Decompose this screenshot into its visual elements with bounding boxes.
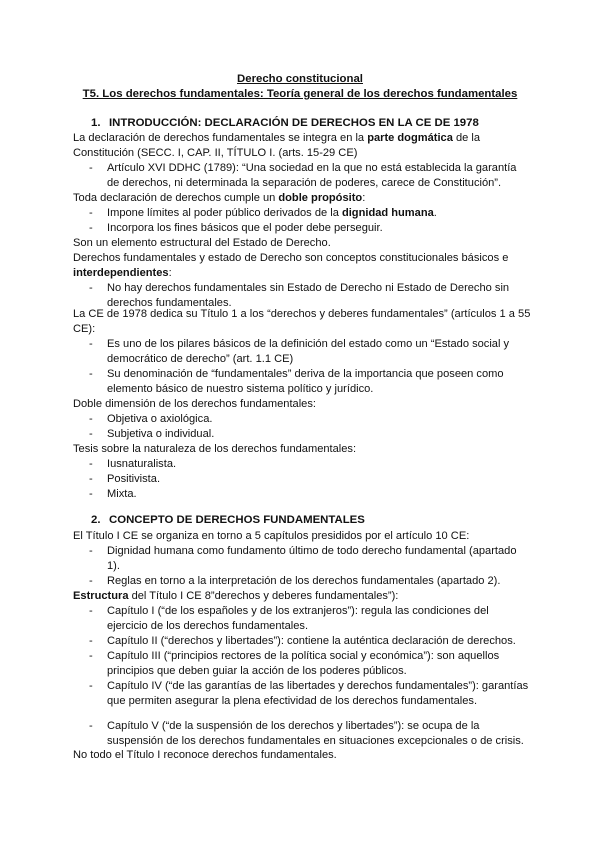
bullet-dash: - bbox=[89, 635, 93, 647]
section-number: 1. bbox=[91, 117, 101, 129]
paragraph: Tesis sobre la naturaleza de los derechos fundamentales: bbox=[73, 443, 357, 455]
paragraph: Toda declaración de derechos cumple un doble propósito: bbox=[73, 192, 366, 204]
section-2-heading bbox=[91, 513, 365, 528]
paragraph: Estructura del Título I CE 8”derechos y deberes fundamentales”): bbox=[73, 590, 399, 602]
section-number: 2. bbox=[91, 514, 101, 526]
bullet-dash: - bbox=[89, 680, 93, 692]
list-item: - Incorpora los fines básicos que el poder debe perseguir. bbox=[89, 222, 383, 234]
list-item: - Capítulo III (“principios rectores de la política social y económica”): son aquellos principios que deben guiar la acción de los poderes públicos. bbox=[89, 650, 500, 677]
bullet-dash: - bbox=[89, 605, 93, 617]
list-item: - Artículo XVI DDHC (1789): “Una sociedad en la que no está establecida la garantía de derechos, ni determinada la separación de poderes, carece de Constitución”. bbox=[89, 162, 517, 189]
paragraph: Derechos fundamentales y estado de Derecho son conceptos constitucionales básicos e interdependientes: bbox=[73, 252, 509, 279]
emphasis: parte dogmática bbox=[367, 132, 453, 144]
bullet-dash: - bbox=[89, 413, 93, 425]
list-item: - Objetiva o axiológica. bbox=[89, 413, 213, 425]
list-item: - No hay derechos fundamentales sin Estado de Derecho ni Estado de Derecho sin derechos fundamentales. bbox=[89, 282, 510, 309]
bullet-dash: - bbox=[89, 720, 93, 732]
bullet-dash: - bbox=[89, 428, 93, 440]
paragraph: La CE de 1978 dedica su Título 1 a los “derechos y deberes fundamentales” (artículos 1 a 55 CE): bbox=[73, 308, 531, 335]
bullet-dash: - bbox=[89, 575, 93, 587]
list-item: - Reglas en torno a la interpretación de los derechos fundamentales (apartado 2). bbox=[89, 575, 501, 587]
bullet-dash: - bbox=[89, 162, 93, 174]
emphasis: dignidad humana bbox=[341, 207, 434, 219]
list-item: - Capítulo I (“de los españoles y de los extranjeros”): regula las condiciones del ejercicio de los derechos fundamentales. bbox=[89, 605, 489, 632]
paragraph: Son un elemento estructural del Estado de Derecho. bbox=[73, 237, 331, 249]
bullet-dash: - bbox=[89, 368, 93, 380]
bullet-dash: - bbox=[89, 650, 93, 662]
emphasis: interdependientes bbox=[73, 267, 169, 279]
bullet-dash: - bbox=[89, 473, 93, 485]
bullet-dash: - bbox=[89, 488, 93, 500]
list-item: - Iusnaturalista. bbox=[89, 458, 177, 470]
list-item: - Positivista. bbox=[89, 473, 161, 485]
topic-title: T5. Los derechos fundamentales: Teoría general de los derechos fundamentales bbox=[82, 88, 518, 100]
bullet-dash: - bbox=[89, 338, 93, 350]
list-item: - Impone límites al poder público derivados de la dignidad humana. bbox=[89, 207, 437, 219]
bullet-dash: - bbox=[89, 545, 93, 557]
bullet-dash: - bbox=[89, 458, 93, 470]
section-title: INTRODUCCIÓN: DECLARACIÓN DE DERECHOS EN LA CE DE 1978 bbox=[109, 117, 479, 129]
emphasis: doble propósito bbox=[278, 192, 363, 204]
emphasis: Estructura bbox=[73, 590, 129, 602]
course-title: Derecho constitucional bbox=[237, 73, 363, 85]
list-item: - Capítulo II (“derechos y libertades”): contiene la auténtica declaración de derechos. bbox=[89, 635, 516, 647]
list-item: - Capítulo V (“de la suspensión de los derechos y libertades”): se ocupa de la suspensión de los derechos fundamentales en situaciones excepcionales o de crisis. bbox=[89, 720, 524, 747]
section-1-heading bbox=[91, 116, 479, 131]
list-item: - Subjetiva o individual. bbox=[89, 428, 215, 440]
list-item: - Es uno de los pilares básicos de la definición del estado como un “Estado social y democrático de derecho” (art. 1.1 CE) bbox=[89, 338, 510, 365]
bullet-dash: - bbox=[89, 207, 93, 219]
section-title: CONCEPTO DE DERECHOS FUNDAMENTALES bbox=[109, 514, 365, 526]
paragraph: El Título I CE se organiza en torno a 5 capítulos presididos por el artículo 10 CE: bbox=[73, 530, 470, 542]
bullet-dash: - bbox=[89, 222, 93, 234]
paragraph: No todo el Título I reconoce derechos fundamentales. bbox=[73, 749, 337, 761]
list-item: - Mixta. bbox=[89, 488, 137, 500]
list-item: - Capítulo IV (“de las garantías de las libertades y derechos fundamentales”): garantías que permiten asegurar la plena efectividad de los derechos fundamentales. bbox=[89, 680, 529, 707]
paragraph: La declaración de derechos fundamentales se integra en la parte dogmática de la Constitución (SECC. I, CAP. II, TÍTULO I. (arts. 15-29 CE) bbox=[73, 132, 481, 159]
bullet-dash: - bbox=[89, 282, 93, 294]
list-item: - Dignidad humana como fundamento último de todo derecho fundamental (apartado 1). bbox=[89, 545, 517, 572]
list-item: - Su denominación de “fundamentales” deriva de la importancia que poseen como elemento básico de nuestro sistema político y jurídico. bbox=[89, 368, 504, 395]
paragraph: Doble dimensión de los derechos fundamentales: bbox=[73, 398, 316, 410]
